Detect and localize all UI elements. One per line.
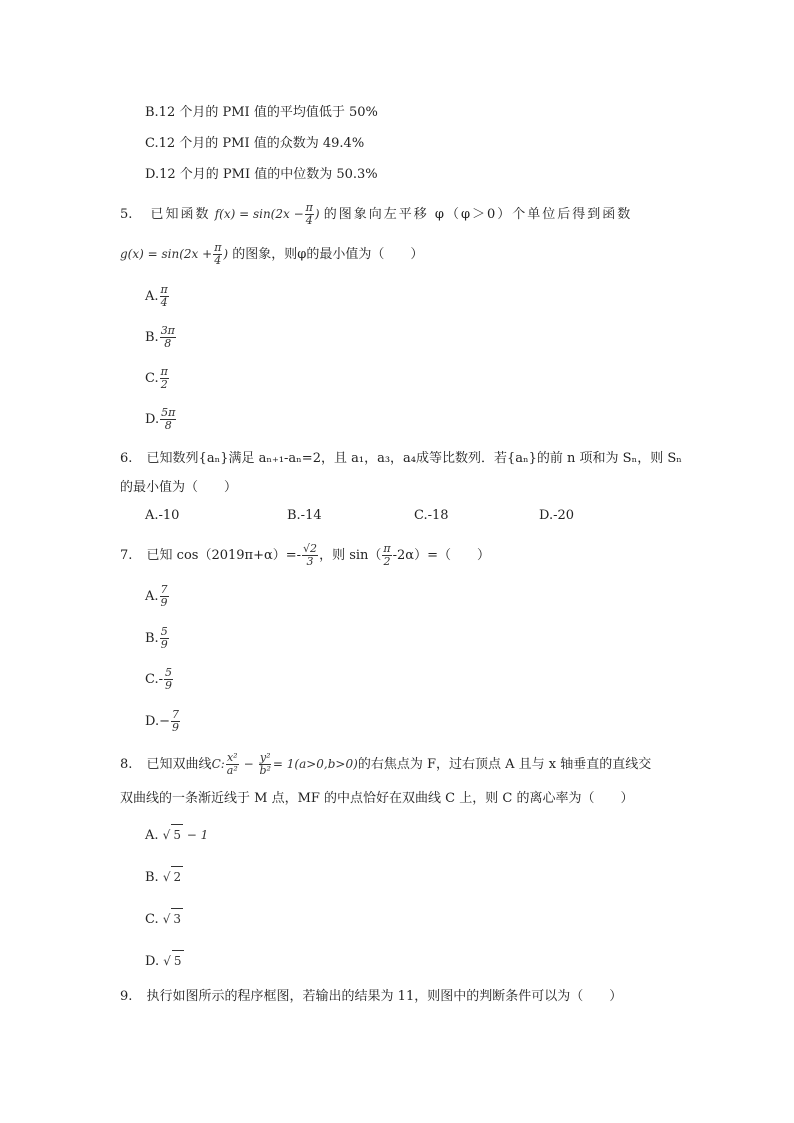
q7-option-d: D.− $\frac{7}{9}$: [145, 708, 179, 734]
q8-stem-line1: 8. 已知双曲线C: $\frac{\text{x²}}{\text{a²}}$ − $\frac{\text{y²}}{\text{b²}}$ = 1(a>0,b>0)的右焦点为 F，过右顶点 A 且与 x 轴垂直的直线交: [120, 751, 652, 777]
q5-stem-line2: g(x) = sin(2x + $\frac{\pi}{4}$ ) 的图象，则φ的最小值为（ ）: [120, 241, 424, 267]
q5-option-c: C. $\frac{\pi}{2}$: [145, 365, 168, 391]
q6-option-c: C.-18: [414, 508, 449, 523]
q5-number: 5.: [120, 207, 133, 222]
q7-option-b: B. $\frac{5}{9}$: [145, 625, 168, 651]
q6-options: [0, 508, 794, 528]
q4-option-b: B.12 个月的 PMI 值的平均值低于 50%: [145, 105, 378, 120]
q5-fx: f(x) = sin(2x −: [214, 207, 304, 221]
q5-text-c: 的图象，则φ的最小值为（ ）: [232, 247, 424, 262]
q6-option-d: D.-20: [539, 508, 575, 523]
q8-stem-line2: 双曲线的一条渐近线于 M 点，MF 的中点恰好在双曲线 C 上，则 C 的离心率为（ ）: [120, 791, 634, 806]
q6-text: 已知数列{aₙ}满足 aₙ₊₁-aₙ=2，且 a₁，a₃，a₄成等比数列．若{aₙ}的前 n 项和为 Sₙ，则 Sₙ: [146, 451, 682, 466]
q4-option-d: D.12 个月的 PMI 值的中位数为 50.3%: [145, 167, 378, 182]
q5-stem-line1: 5. 已知函数 f(x) = sin(2x − $\frac{\pi}{4}$ ) 的图象向左平移 φ（φ＞0）个单位后得到函数: [120, 201, 633, 227]
q8-option-b: B. √ 2: [145, 866, 183, 888]
q5-gx-frac: $\frac{\pi}{4}$: [214, 241, 222, 267]
q6-stem-line1: 6. 已知数列{aₙ}满足 aₙ₊₁-aₙ=2，且 a₁，a₃，a₄成等比数列．若{aₙ}的前 n 项和为 Sₙ，则 Sₙ: [120, 451, 682, 466]
q7-option-c: C.- $\frac{5}{9}$: [145, 666, 173, 692]
q7-option-a: A. $\frac{7}{9}$: [145, 583, 168, 609]
q8-option-d: D. √ 5: [145, 950, 184, 972]
q6-option-a: A.-10: [145, 508, 180, 523]
q6-option-b: B.-14: [287, 508, 322, 523]
q5-fx-frac: $\frac{\pi}{4}$: [305, 201, 313, 227]
q9-stem: 9. 执行如图所示的程序框图，若输出的结果为 11，则图中的判断条件可以为（ ）: [120, 989, 623, 1004]
q7-stem: 7. 已知 cos（2019π+α）=- $\frac{√2}{3}$ ，则 sin（ $\frac{\pi}{2}$ -2α）=（ ）: [120, 542, 490, 568]
q5-option-a: A. $\frac{\pi}{4}$: [145, 283, 168, 309]
q5-option-d: D. $\frac{5\pi}{8}$: [145, 406, 176, 432]
q8-option-a: A. √ 5 − 1: [145, 824, 208, 846]
q8-option-c: C. √ 3: [145, 908, 183, 930]
q6-stem-line2: 的最小值为（ ）: [120, 480, 238, 495]
q5-text-a: 已知函数: [150, 207, 211, 222]
q5-option-b: B. $\frac{3\pi}{8}$: [145, 324, 175, 350]
q4-option-c: C.12 个月的 PMI 值的众数为 49.4%: [145, 136, 365, 151]
q5-text-b: 的图象向左平移 φ（φ＞0）个单位后得到函数: [323, 207, 633, 222]
q5-gx: g(x) = sin(2x +: [120, 247, 213, 261]
